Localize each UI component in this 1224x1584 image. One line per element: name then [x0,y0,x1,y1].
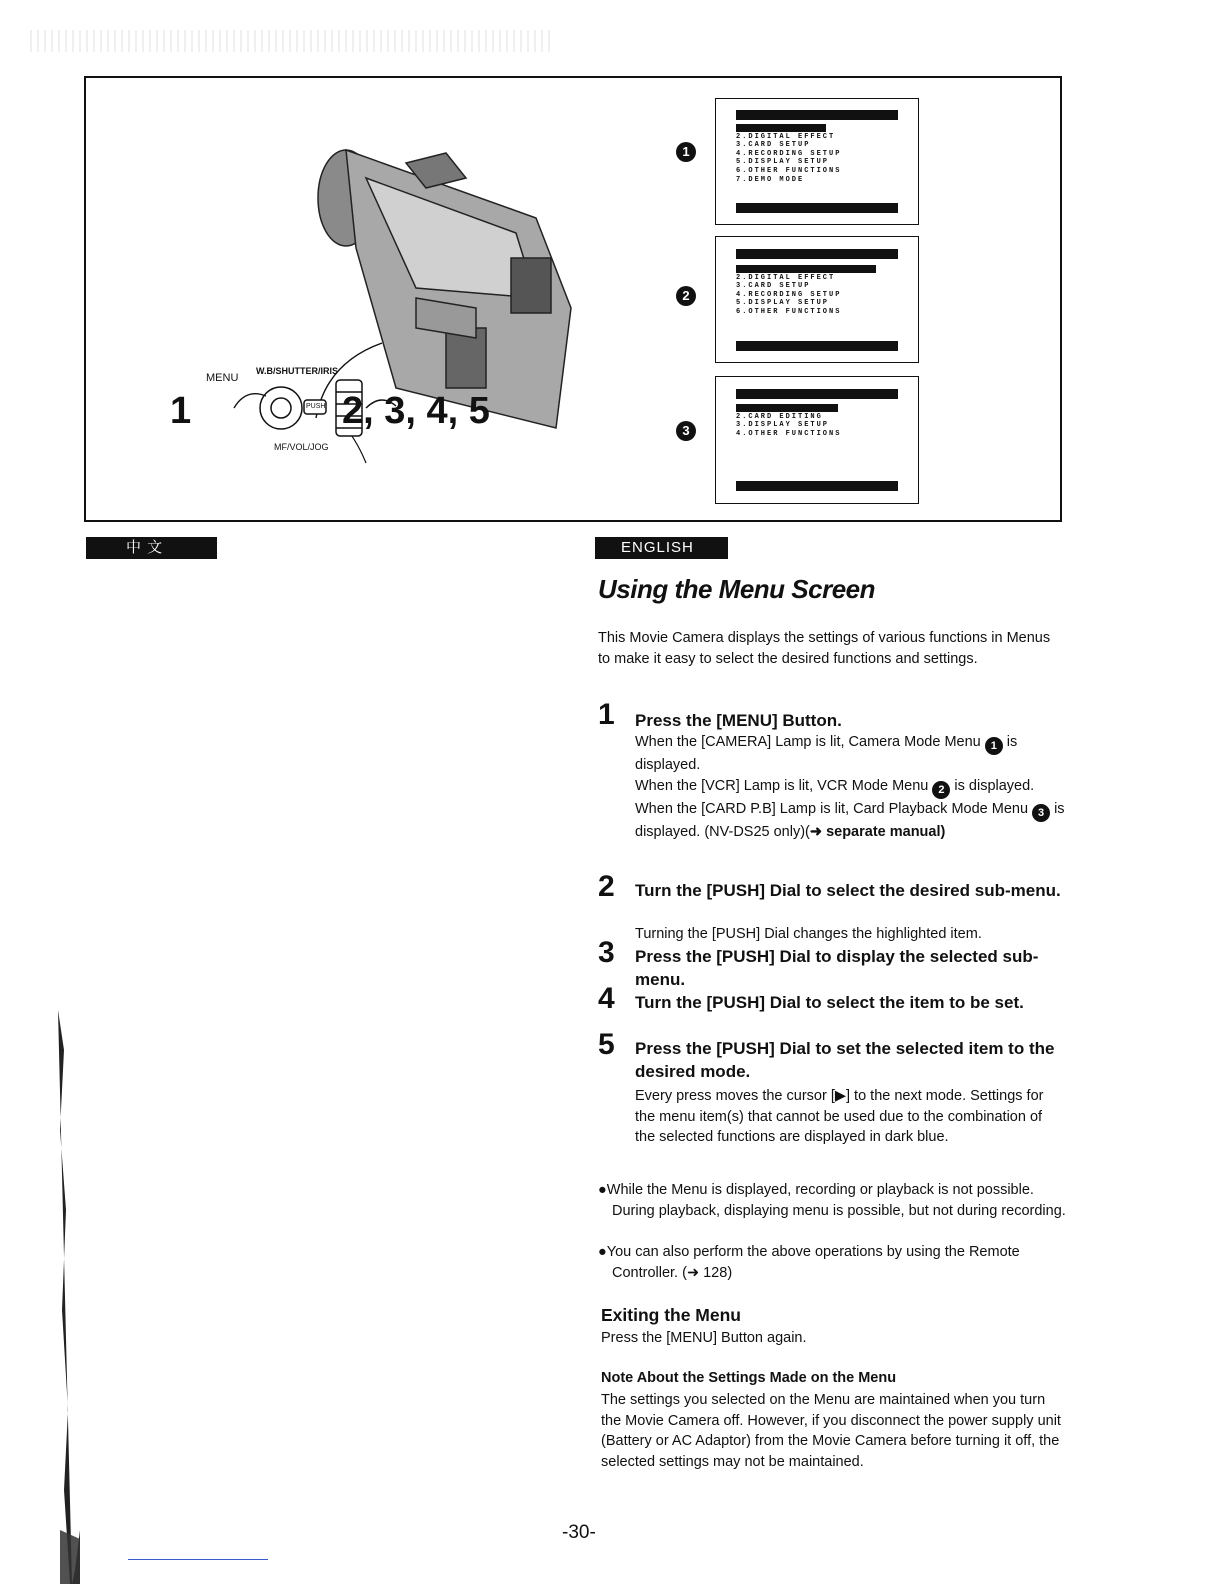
step-heading: Press the [MENU] Button. [635,711,842,730]
screen-1-badge: 1 [676,142,696,162]
step1-camera-text-end: is displayed. [635,734,1018,773]
note-heading: Note About the Settings Made on the Menu [601,1370,897,1386]
step-number: 4 [598,982,615,1015]
binding-edge-shadow [0,1010,80,1584]
wb-shutter-iris-label: W.B/SHUTTER/IRIS [256,366,339,376]
menu-screen-camera [715,98,919,225]
step-number: 1 [598,698,615,731]
exit-body: Press the [MENU] Button again. [601,1330,807,1346]
lang-bar-english: ENGLISH [595,537,728,559]
lang-bar-chinese: 中 文 [86,537,217,559]
exit-heading: Exiting the Menu [601,1305,741,1325]
step-heading: Press the [PUSH] Dial to set the selected item to the desired mode. [635,1039,1055,1081]
step1-vcr-text-end: is displayed. [954,777,1035,794]
menu-screen-card-playback [715,376,919,504]
push-label: PUSH [306,403,326,410]
screen-3-badge: 3 [676,421,696,441]
step-heading: Turn the [PUSH] Dial to select the desired sub-menu. [635,881,1061,900]
step-number: 5 [598,1028,615,1061]
step-body: Turning the [PUSH] Dial changes the highlighted item. [635,926,982,942]
screen-3-menu-list: 1. 2.CARD EDITING 3.DISPLAY SETUP 4.OTHER FUNCTIONS [736,404,842,438]
menu-screen-vcr [715,236,919,363]
step-number: 2 [598,870,615,903]
step1-camera-text: When the [CAMERA] Lamp is lit, Camera Mode Menu [635,734,981,750]
screen-footer-bar [736,481,898,491]
screen-1-menu-list: 1. 2.DIGITAL EFFECT 3.CARD SETUP 4.RECORDING SETUP 5.DISPLAY SETUP 6.OTHER FUNCTIONS 7.DEMO MODE [736,124,842,184]
screen-footer-bar [736,203,898,213]
screen-2-menu-list: 1. 2.DIGITAL EFFECT 3.CARD SETUP 4.RECORDING SETUP 5.DISPLAY SETUP 6.OTHER FUNCTIONS [736,265,842,316]
screen-footer-bar [736,341,898,351]
note-body: The settings you selected on the Menu are maintained when you turn the Movie Camera off. However, if you disconnect the power supply unit (Battery or AC Adaptor) from the Movie Camera before turning it off, the selected settings may not be maintained. [601,1392,1061,1470]
page-title: Using the Menu Screen [598,574,875,604]
step1-card-reference: ➜ separate manual) [809,823,946,840]
step1-vcr-text: When the [VCR] Lamp is lit, VCR Mode Menu [635,777,929,794]
step1-card-text-end: is displayed. (NV-DS25 only)( [635,800,1065,840]
step-callout-right: 2, 3, 4, 5 [342,390,490,432]
screen-title-bar [736,389,898,399]
menu-label: MENU [206,372,239,384]
step-heading: Turn the [PUSH] Dial to select the item to be set. [635,993,1024,1012]
scan-noise [30,30,550,52]
step-body [635,732,1065,842]
step1-card-text: When the [CARD P.B] Lamp is lit, Card Playback Mode Menu [635,800,1029,817]
step-number: 3 [598,936,615,969]
screen-title-bar [736,110,898,120]
inline-badge-1: 1 [985,737,1003,755]
inline-badge-2: 2 [932,781,950,799]
mf-vol-jog-label: MF/VOL/JOG [274,442,329,452]
step-callout-left: 1 [170,390,192,432]
intro-paragraph: This Movie Camera displays the settings of various functions in Menus to make it easy to select the desired functions and settings. [598,630,1051,667]
page-number: -30- [562,1522,596,1543]
note-bullet: ●While the Menu is displayed, recording or playback is not possible. During playback, displaying menu is possible, but not during recording. [598,1182,1066,1219]
figure-panel [84,76,1062,522]
scan-artifact-line [128,1559,268,1560]
step-heading: Press the [PUSH] Dial to display the selected sub-menu. [635,947,1039,989]
screen-2-badge: 2 [676,286,696,306]
step-body: Every press moves the cursor [▶] to the next mode. Settings for the menu item(s) that cannot be used due to the combination of the selected functions are displayed in dark blue. [635,1088,1044,1146]
note-bullet: ●You can also perform the above operations by using the Remote Controller. (➜ 128) [598,1244,1020,1281]
screen-title-bar [736,249,898,259]
inline-badge-3: 3 [1032,804,1050,822]
